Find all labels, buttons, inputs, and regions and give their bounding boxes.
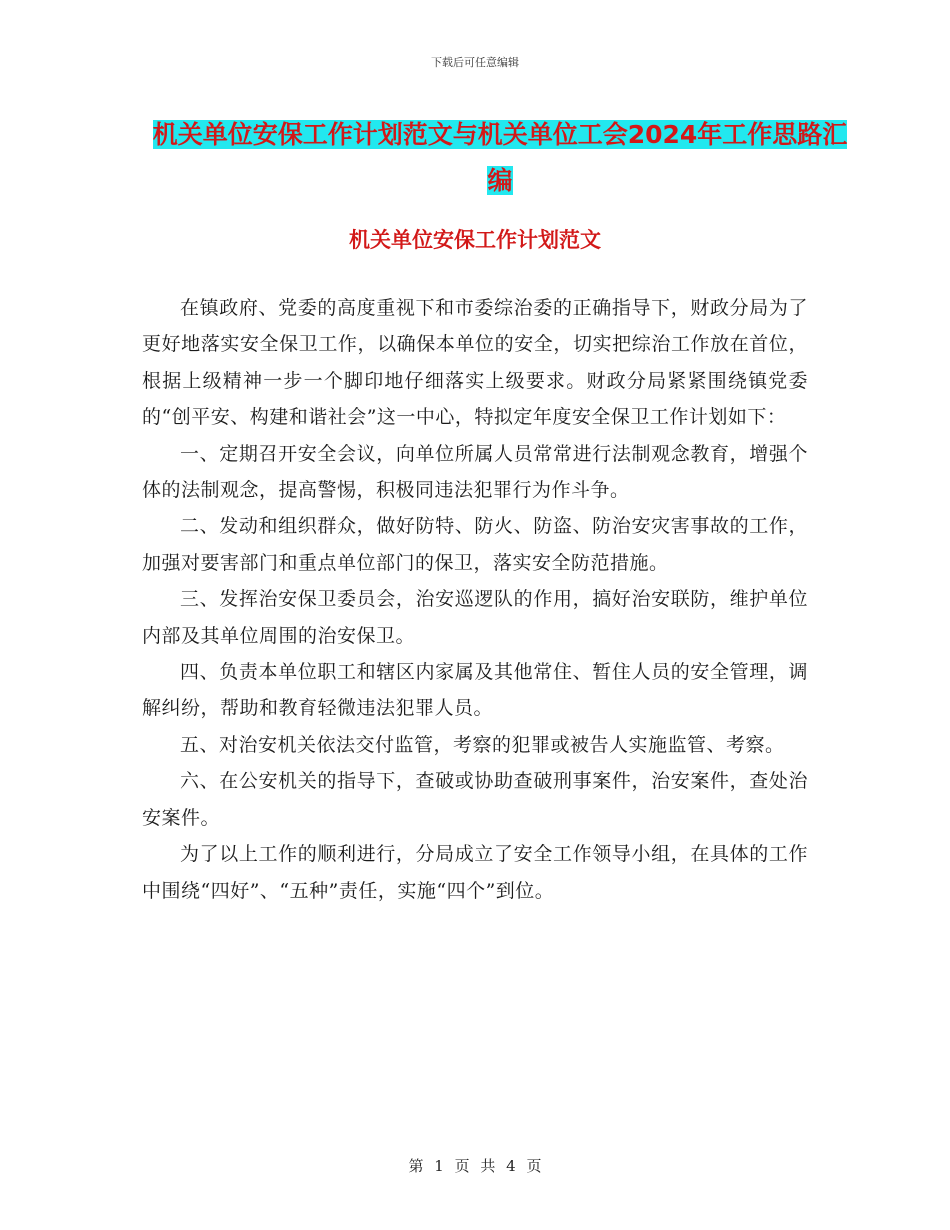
paragraph: 三、发挥治安保卫委员会，治安巡逻队的作用，搞好治安联防，维护单位内部及其单位周围的治安保卫。 xyxy=(142,588,808,647)
page-indicator: 第 1 页 共 4 页 xyxy=(408,1157,542,1175)
document-title-text: 机关单位安保工作计划范文与机关单位工会2024年工作思路汇编 xyxy=(152,120,848,195)
section-title: 机关单位安保工作计划范文 xyxy=(349,228,601,252)
paragraph: 四、负责本单位职工和辖区内家属及其他常住、暂住人员的安全管理，调解纠纷，帮助和教育轻微违法犯罪人员。 xyxy=(142,661,808,720)
paragraph: 为了以上工作的顺利进行，分局成立了安全工作领导小组，在具体的工作中围绕“四好”、“五种”责任，实施“四个”到位。 xyxy=(142,843,808,902)
paragraph: 五、对治安机关依法交付监管，考察的犯罪或被告人实施监管、考察。 xyxy=(180,733,785,756)
document-body xyxy=(142,290,808,909)
paragraph: 一、定期召开安全会议，向单位所属人员常常进行法制观念教育，增强个体的法制观念，提高警惕，积极同违法犯罪行为作斗争。 xyxy=(142,442,808,502)
paragraph: 二、发动和组织群众，做好防特、防火、防盗、防治安灾害事故的工作，加强对要害部门和重点单位部门的保卫，落实安全防范措施。 xyxy=(142,515,808,574)
document-title xyxy=(150,112,850,204)
paragraph: 在镇政府、党委的高度重视下和市委综治委的正确指导下，财政分局为了更好地落实安全保卫工作，以确保本单位的安全，切实把综治工作放在首位，根据上级精神一步一个脚印地仔细落实上级要求。财政分局紧紧围绕镇党委的“创平安、构建和谐社会”这一中心，特拟定年度安全保卫工作计划如下： xyxy=(142,297,808,429)
header-note: 下载后可任意编辑 xyxy=(431,56,519,69)
paragraph: 六、在公安机关的指导下，查破或协助查破刑事案件，治安案件，查处治安案件。 xyxy=(142,770,808,829)
